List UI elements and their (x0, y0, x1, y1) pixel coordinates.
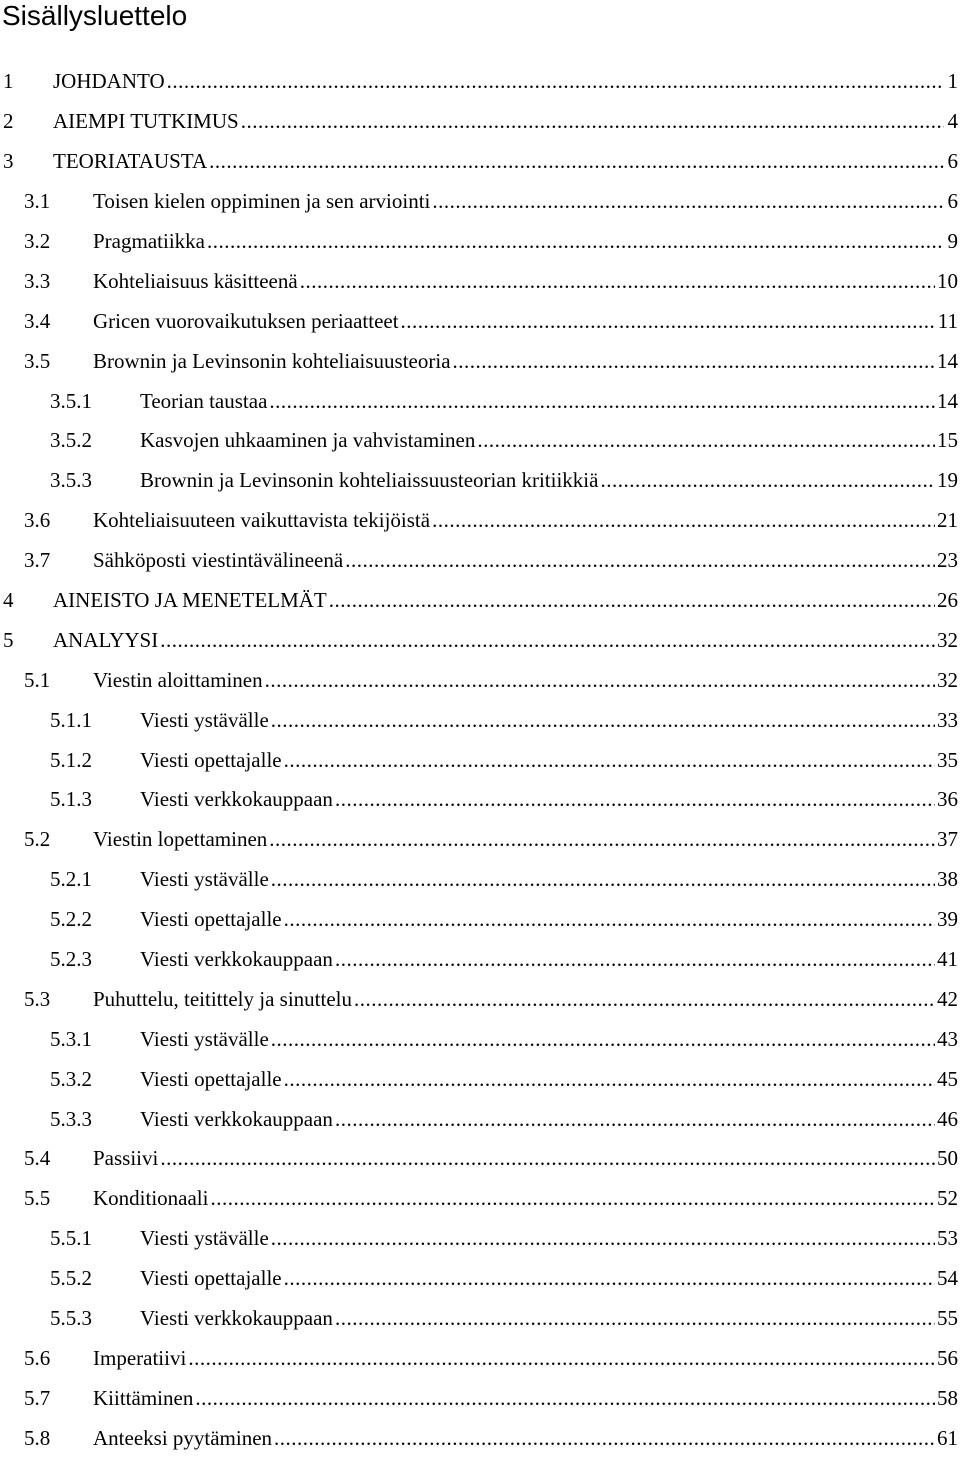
toc-entry-label: Brownin ja Levinsonin kohteliaisuusteoria (93, 348, 451, 373)
toc-entry-page: 14 (937, 388, 958, 413)
toc-entry-label: Viesti verkkokauppaan (140, 1106, 333, 1131)
toc-dot-leader (335, 1306, 935, 1329)
toc-entry-number: 5.5.3 (50, 1306, 92, 1331)
toc-entry-label: JOHDANTO (53, 69, 165, 94)
toc-entry-number: 5.3 (24, 986, 51, 1011)
toc-entry-label: Viesti ystävälle (140, 867, 269, 892)
toc-entry[interactable] (0, 780, 960, 820)
toc-entry-number: 5.7 (24, 1385, 51, 1410)
toc-entry-label: AIEMPI TUTKIMUS (53, 109, 239, 134)
toc-entry[interactable] (0, 1259, 960, 1299)
toc-entry[interactable] (0, 501, 960, 541)
toc-entry-number: 3.5.3 (50, 468, 92, 493)
toc-entry-label: Viesti opettajalle (140, 747, 282, 772)
toc-entry[interactable] (0, 62, 960, 102)
toc-dot-leader (284, 907, 935, 930)
toc-dot-leader (274, 1426, 935, 1449)
toc-dot-leader (432, 189, 944, 212)
toc-entry[interactable] (0, 1299, 960, 1339)
toc-entry-page: 19 (937, 468, 958, 493)
toc-entry-page: 54 (937, 1266, 958, 1291)
toc-entry-page: 1 (947, 69, 958, 94)
toc-entry-label: Anteeksi pyytäminen (93, 1425, 273, 1450)
toc-entry[interactable] (0, 341, 960, 381)
toc-entry[interactable] (0, 541, 960, 581)
toc-entry-label: Viestin lopettaminen (93, 827, 268, 852)
toc-dot-leader (335, 947, 935, 970)
toc-entry[interactable] (0, 261, 960, 301)
toc-entry-number: 5.2.2 (50, 907, 92, 932)
toc-entry-page: 53 (937, 1226, 958, 1251)
toc-entry[interactable] (0, 900, 960, 940)
toc-dot-leader (207, 229, 944, 252)
toc-entry-page: 21 (937, 508, 958, 533)
toc-entry-number: 5.4 (24, 1146, 51, 1171)
toc-entry-number: 3.2 (24, 229, 51, 253)
toc-entry-number: 3.5.2 (50, 428, 92, 453)
toc-entry[interactable] (0, 1059, 960, 1099)
toc-entry-page: 41 (937, 947, 958, 972)
toc-entry-page: 37 (937, 827, 958, 852)
toc-title: Sisällysluettelo (2, 0, 188, 31)
toc-entry-number: 5.5 (24, 1186, 51, 1211)
toc-entry-page: 42 (937, 986, 958, 1011)
toc-entry-label: Teorian taustaa (140, 388, 268, 413)
toc-entry-label: Viesti verkkokauppaan (140, 947, 333, 972)
toc-entry-label: Viesti opettajalle (140, 1066, 282, 1091)
toc-entry[interactable] (0, 301, 960, 341)
toc-entry-number: 5 (3, 627, 14, 652)
toc-entry-label: AINEISTO JA MENETELMÄT (53, 588, 327, 613)
toc-dot-leader (329, 588, 935, 611)
toc-entry-number: 3 (3, 149, 14, 174)
toc-entry[interactable] (0, 1179, 960, 1219)
toc-dot-leader (195, 1386, 935, 1409)
toc-entry-number: 3.1 (24, 189, 51, 214)
toc-entry[interactable] (0, 381, 960, 421)
toc-entry-number: 5.5.2 (50, 1266, 92, 1291)
toc-entry-page: 33 (937, 707, 958, 732)
toc-entry-page: 35 (937, 747, 958, 772)
toc-entry-number: 3.7 (24, 548, 51, 573)
toc-entry-number: 5.1 (24, 667, 51, 692)
toc-entry-number: 5.2 (24, 827, 51, 852)
toc-entry[interactable] (0, 860, 960, 900)
toc-dot-leader (354, 987, 935, 1010)
toc-entry-page: 15 (937, 428, 958, 453)
toc-entry-page: 26 (937, 588, 958, 613)
toc-dot-leader (160, 1146, 935, 1169)
toc-entry-number: 5.3.2 (50, 1066, 92, 1091)
toc-entry-page: 43 (937, 1026, 958, 1051)
toc-entry-label: Passiivi (93, 1146, 159, 1171)
toc-entry[interactable] (0, 461, 960, 501)
toc-entry-number: 5.2.1 (50, 867, 92, 892)
toc-entry-page: 56 (937, 1345, 958, 1370)
toc-dot-leader (271, 867, 935, 890)
toc-entry-label: Gricen vuorovaikutuksen periaatteet (93, 308, 399, 333)
toc-entry-number: 3.3 (24, 268, 51, 293)
toc-dot-leader (335, 1107, 935, 1130)
toc-entry-label: Imperatiivi (93, 1345, 187, 1370)
toc-dot-leader (284, 1266, 935, 1289)
toc-entry-label: Kohteliaisuuteen vaikuttavista tekijöistä (93, 508, 431, 533)
toc-dot-leader (209, 149, 944, 172)
toc-entry-label: TEORIATAUSTA (53, 149, 208, 174)
toc-dot-leader (477, 428, 935, 451)
toc-entry-number: 5.5.1 (50, 1226, 92, 1251)
toc-entry-page: 32 (937, 667, 958, 692)
toc-dot-leader (271, 1027, 935, 1050)
toc-entry[interactable] (0, 1139, 960, 1179)
toc-entry[interactable] (0, 660, 960, 700)
toc-dot-leader (335, 787, 935, 810)
toc-dot-leader (271, 708, 935, 731)
toc-dot-leader (265, 668, 935, 691)
toc-entry-page: 38 (937, 867, 958, 892)
toc-entry[interactable] (0, 979, 960, 1019)
toc-dot-leader (271, 1226, 935, 1249)
toc-entry-page: 45 (937, 1066, 958, 1091)
toc-entry-label: Viesti opettajalle (140, 907, 282, 932)
toc-entry-page: 36 (937, 787, 958, 812)
toc-dot-leader (453, 349, 935, 372)
toc-entry-label: Viesti ystävälle (140, 707, 269, 732)
toc-entry-page: 9 (947, 229, 958, 253)
toc-entry-label: Puhuttelu, teitittely ja sinuttelu (93, 986, 352, 1011)
toc-list (0, 62, 960, 1458)
toc-dot-leader (160, 628, 935, 651)
toc-entry-page: 55 (937, 1306, 958, 1331)
toc-entry-page: 39 (937, 907, 958, 932)
toc-entry-number: 5.1.1 (50, 707, 92, 732)
toc-entry-number: 2 (3, 109, 14, 134)
toc-entry[interactable] (0, 581, 960, 621)
toc-entry[interactable] (0, 222, 960, 262)
toc-entry-label: Kasvojen uhkaaminen ja vahvistaminen (140, 428, 476, 453)
toc-entry-label: ANALYYSI (53, 627, 159, 652)
toc-entry[interactable] (0, 820, 960, 860)
toc-entry-page: 32 (937, 627, 958, 652)
toc-entry[interactable] (0, 620, 960, 660)
toc-entry-page: 6 (947, 149, 958, 174)
toc-entry-label: Konditionaali (93, 1186, 209, 1211)
toc-dot-leader (432, 508, 935, 531)
toc-entry[interactable] (0, 1219, 960, 1259)
toc-dot-leader (600, 468, 935, 491)
toc-entry-page: 14 (937, 348, 958, 373)
toc-entry-label: Sähköposti viestintävälineenä (93, 548, 344, 573)
toc-entry-label: Viesti verkkokauppaan (140, 1306, 333, 1331)
toc-entry-number: 4 (3, 588, 14, 613)
toc-entry-number: 3.4 (24, 308, 51, 333)
toc-entry[interactable] (0, 182, 960, 222)
toc-entry-label: Brownin ja Levinsonin kohteliaissuusteorian kritiikkiä (140, 468, 599, 493)
toc-entry-label: Viestin aloittaminen (93, 667, 263, 692)
toc-dot-leader (269, 389, 935, 412)
toc-entry[interactable] (0, 1339, 960, 1379)
toc-dot-leader (284, 1067, 935, 1090)
toc-entry-page: 58 (937, 1385, 958, 1410)
toc-dot-leader (284, 748, 935, 771)
toc-entry-label: Viesti opettajalle (140, 1266, 282, 1291)
toc-entry-page: 10 (937, 268, 958, 293)
toc-dot-leader (345, 548, 935, 571)
toc-entry-label: Toisen kielen oppiminen ja sen arviointi (93, 189, 431, 214)
toc-entry-label: Viesti verkkokauppaan (140, 787, 333, 812)
toc-entry-page: 50 (937, 1146, 958, 1171)
toc-entry-number: 3.5.1 (50, 388, 92, 413)
toc-entry[interactable] (0, 740, 960, 780)
toc-entry-label: Pragmatiikka (93, 229, 205, 253)
toc-dot-leader (401, 309, 936, 332)
toc-dot-leader (300, 269, 935, 292)
toc-entry-number: 5.1.3 (50, 787, 92, 812)
toc-dot-leader (269, 827, 935, 850)
toc-entry-page: 61 (937, 1425, 958, 1450)
toc-entry-page: 52 (937, 1186, 958, 1211)
toc-dot-leader (188, 1346, 935, 1369)
toc-entry[interactable] (0, 102, 960, 142)
toc-entry[interactable] (0, 1019, 960, 1059)
toc-entry-number: 5.2.3 (50, 947, 92, 972)
toc-entry[interactable] (0, 940, 960, 980)
toc-entry-page: 23 (937, 548, 958, 573)
toc-entry[interactable] (0, 1378, 960, 1418)
toc-dot-leader (167, 69, 944, 92)
toc-entry-number: 3.5 (24, 348, 51, 373)
toc-entry-label: Kohteliaisuus käsitteenä (93, 268, 298, 293)
toc-entry-number: 5.3.3 (50, 1106, 92, 1131)
toc-entry-page: 6 (947, 189, 958, 214)
toc-entry-number: 5.3.1 (50, 1026, 92, 1051)
toc-entry-page: 4 (947, 109, 958, 134)
toc-entry[interactable] (0, 1099, 960, 1139)
toc-entry[interactable] (0, 142, 960, 182)
toc-dot-leader (241, 109, 944, 132)
toc-entry-number: 3.6 (24, 508, 51, 533)
toc-entry-label: Viesti ystävälle (140, 1226, 269, 1251)
toc-entry-label: Kiittäminen (93, 1385, 194, 1410)
toc-entry-number: 5.8 (24, 1425, 51, 1450)
toc-entry-number: 1 (3, 69, 14, 94)
toc-entry[interactable] (0, 1418, 960, 1458)
toc-entry-page: 11 (937, 308, 958, 333)
toc-entry-number: 5.6 (24, 1345, 51, 1370)
toc-entry[interactable] (0, 421, 960, 461)
toc-entry-page: 46 (937, 1106, 958, 1131)
toc-entry[interactable] (0, 700, 960, 740)
toc-entry-number: 5.1.2 (50, 747, 92, 772)
toc-dot-leader (210, 1186, 935, 1209)
toc-entry-label: Viesti ystävälle (140, 1026, 269, 1051)
